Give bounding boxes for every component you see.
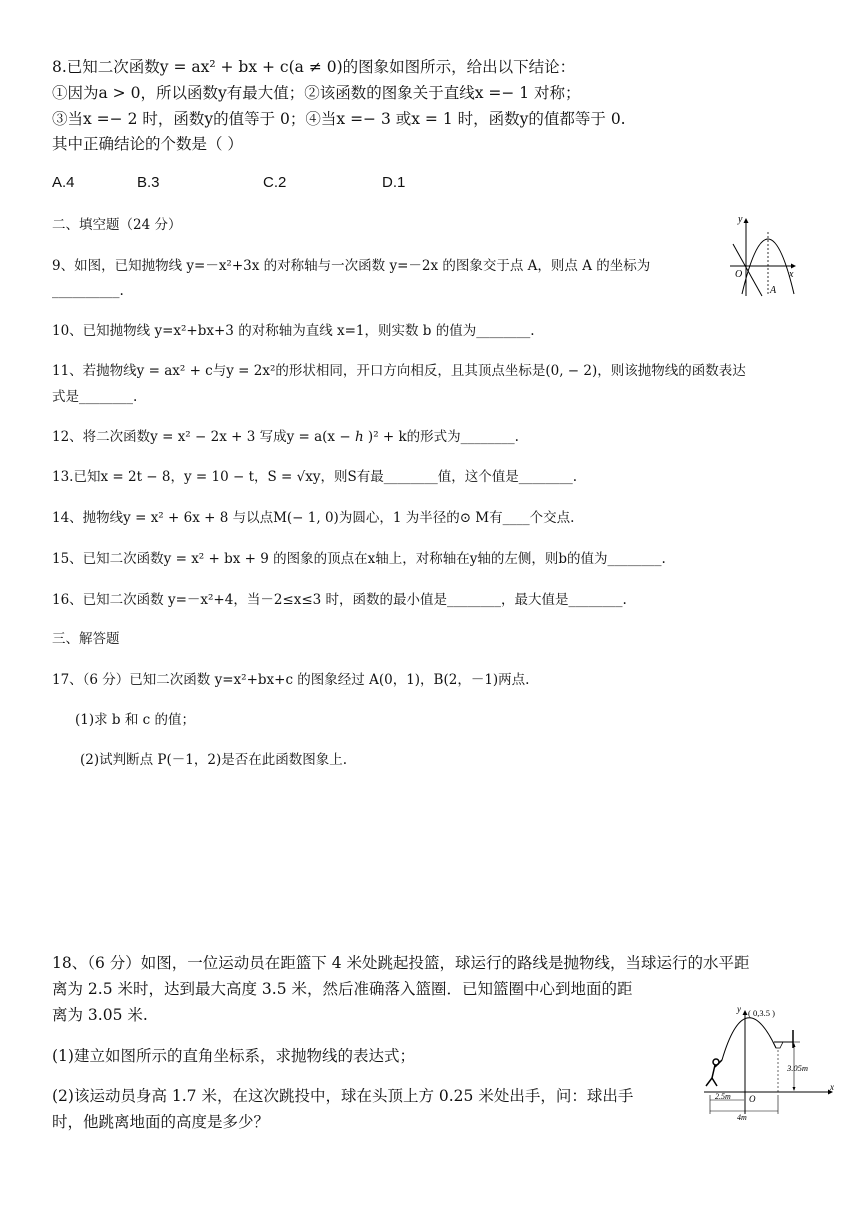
q16-text: 16、已知二次函数 y=－x²+4，当－2≤x≤3 时，函数的最小值是________，最大值是________. (52, 592, 627, 608)
q9-origin-label: O (735, 269, 743, 280)
q8-option-b: B.3 (137, 174, 160, 191)
q11-line-2: 式是________. (52, 389, 138, 405)
q8-line-2: ①因为a > 0，所以函数y有最大值；②该函数的图象关于直线x =− 1 对称； (52, 84, 581, 102)
q8-option-a: A.4 (52, 174, 75, 191)
q9-y-label: y (738, 214, 743, 225)
q9-y-arrow (744, 218, 749, 223)
q9-line-1: 9、如图，已知抛物线 y=－x²+3x 的对称轴与一次函数 y=－2x 的图象交于点 A，则点 A 的坐标为 (52, 258, 651, 274)
q12-text: 12、将二次函数y = x² − 2x + 3 写成y = a(x − ℎ )² + k的形式为________. (52, 429, 519, 445)
q8-option-c: C.2 (263, 174, 287, 191)
q18-hoop-net (773, 1042, 783, 1048)
q18-x-label: x (830, 1082, 834, 1092)
q14-text: 14、抛物线y = x² + 6x + 8 与以点M(− 1, 0)为圆心，1 为半径的⊙ M有____个交点. (52, 510, 575, 526)
q18-y-arrow (743, 1010, 748, 1015)
q18-part-2: (2)该运动员身高 1.7 米，在这次跳投中，球在头顶上方 0.25 米处出手，问：球出手 (52, 1087, 634, 1105)
q17-stem: 17、（6 分）已知二次函数 y=x²+bx+c 的图象经过 A(0，1)，B(2，－1)两点. (52, 672, 530, 688)
q8-option-d: D.1 (382, 174, 406, 191)
q11-line-1: 11、若抛物线y = ax² + c与y = 2x²的形状相同，开口方向相反，且其顶点坐标是(0, − 2)，则该抛物线的函数表达 (52, 363, 746, 379)
q18-height-arrowhead-bottom (793, 1087, 796, 1091)
q9-x-arrow (791, 264, 796, 269)
q10-text: 10、已知抛物线 y=x²+bx+3 的对称轴为直线 x=1，则实数 b 的值为________. (52, 323, 535, 339)
q18-dist-2.5m-label: 2.5m (715, 1092, 731, 1101)
q18-part-1: (1)建立如图所示的直角坐标系，求抛物线的表达式； (52, 1047, 415, 1065)
q8-line-1: 8.已知二次函数y = ax² + bx + c(a ≠ 0)的图象如图所示，给出以下结论： (52, 58, 576, 76)
q18-vertex-label: ( 0,3.5 ) (748, 1008, 775, 1018)
q18-line-1: 18、（6 分）如图，一位运动员在距篮下 4 米处跳起投篮，球运行的路线是抛物线，当球运行的水平距 (52, 954, 750, 972)
q9-x-label: x (789, 269, 794, 280)
q15-text: 15、已知二次函数y = x² + bx + 9 的图象的顶点在x轴上，对称轴在y轴的左侧，则b的值为________. (52, 551, 666, 567)
q13-text: 13.已知x = 2t − 8，y = 10 − t，S = √xy，则S有最________值，这个值是________. (52, 469, 578, 485)
q18-dist-4m-label: 4m (737, 1113, 747, 1122)
section-3-title: 三、解答题 (52, 631, 120, 647)
q9-point-a-label: A (770, 285, 777, 296)
q8-line-4: 其中正确结论的个数是（ ） (52, 135, 243, 153)
q18-part-3: 时，他跳离地面的高度是多少？ (52, 1113, 270, 1131)
q18-line-2: 离为 2.5 米时，达到最大高度 3.5 米，然后准确落入篮圈．已知篮圈中心到地面的距 (52, 980, 633, 998)
q18-player-figure (706, 1059, 722, 1086)
q9-figure (728, 210, 803, 298)
q17-part-2: (2)试判断点 P(－1，2)是否在此函数图象上. (80, 752, 348, 768)
q8-line-3: ③当x =− 2 时，函数y的值等于 0；④当x =− 3 或x = 1 时，函数y的值都等于 0. (52, 110, 626, 128)
q18-line-3: 离为 3.05 米. (52, 1006, 148, 1024)
q18-ball-path (722, 1018, 776, 1060)
q18-origin-label: O (749, 1094, 756, 1104)
section-2-title: 二、填空题（24 分） (52, 217, 182, 233)
q18-hoop-height-label: 3.05m (787, 1063, 809, 1073)
q17-part-1: (1)求 b 和 c 的值； (75, 712, 195, 728)
q18-y-label: y (737, 1004, 741, 1014)
q9-line-2: __________. (52, 283, 124, 299)
q18-figure (700, 1000, 840, 1122)
